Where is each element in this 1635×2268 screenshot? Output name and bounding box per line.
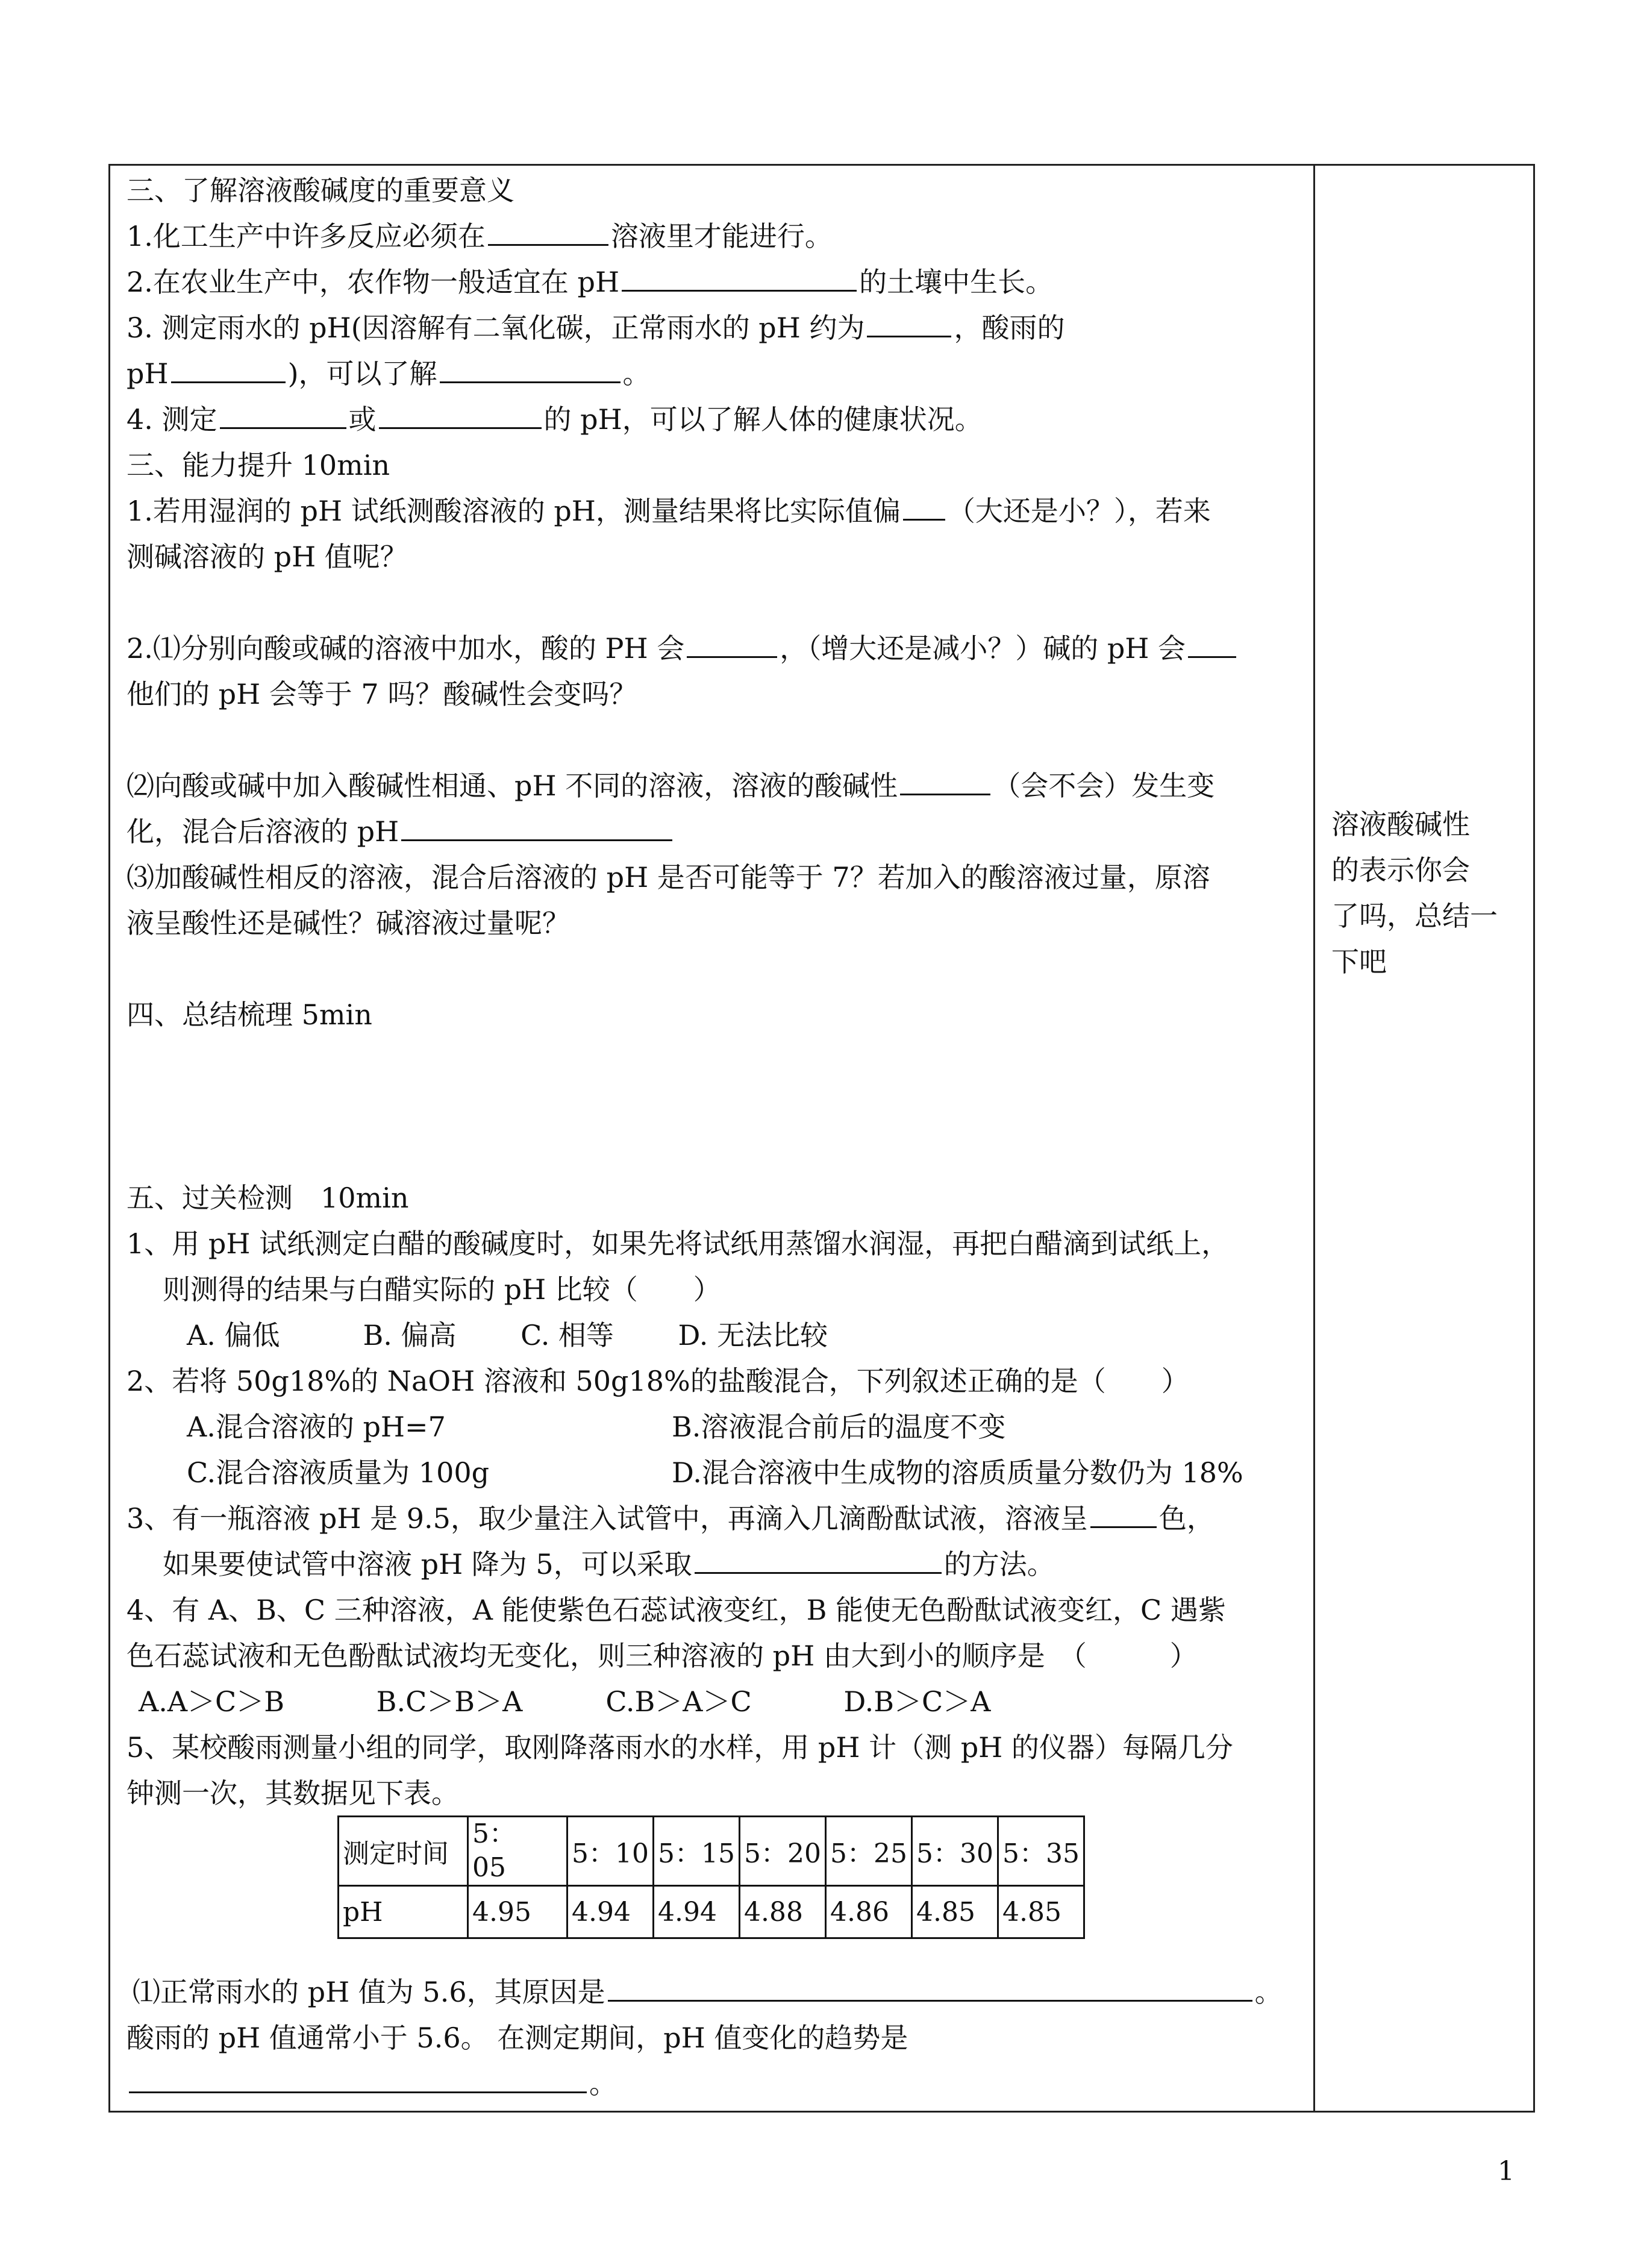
table-row bbox=[339, 1817, 1084, 1886]
q-same-acidity: ⑵向酸或碱中加入酸碱性相通、pH 不同的溶液，溶液的酸碱性 （会不会）发生变 bbox=[127, 763, 1215, 809]
test-q3: 3、有一瓶溶液 pH 是 9.5，取少量注入试管中，再滴入几滴酚酞试液，溶液呈 色， bbox=[127, 1496, 1215, 1541]
test-q5-cont: 钟测一次，其数据见下表。 bbox=[127, 1777, 459, 1809]
test-q2-option-a: A.混合溶液的 pH=7 bbox=[187, 1411, 446, 1443]
side-note bbox=[1331, 801, 1524, 985]
table-header-cell: 5：30 bbox=[912, 1817, 998, 1886]
test-q1-cont: 则测得的结果与白醋实际的 pH 比较（ ） bbox=[163, 1273, 721, 1306]
q-add-water: 2.⑴分别向酸或碱的溶液中加水，酸的 PH 会 ，（增大还是减小？）碱的 pH 会 bbox=[127, 625, 1239, 671]
table-header-cell: 测定时间 bbox=[339, 1817, 468, 1886]
ability-heading: 三、能力提升 10min bbox=[127, 449, 390, 481]
answer-blank bbox=[1188, 630, 1236, 658]
summary-heading: 四、总结梳理 5min bbox=[127, 998, 372, 1031]
column-divider bbox=[1313, 164, 1315, 2113]
q-same-acidity-cont: 化，混合后溶液的 pH bbox=[127, 809, 675, 854]
table-header-cell: 5：15 bbox=[654, 1817, 740, 1886]
test-q2-option-c: C.混合溶液质量为 100g bbox=[187, 1456, 490, 1489]
table-cell: 4.85 bbox=[998, 1886, 1084, 1938]
test-q2: 2、若将 50g18%的 NaOH 溶液和 50g18%的盐酸混合，下列叙述正确的是（ ） bbox=[127, 1365, 1189, 1397]
test-q5: 5、某校酸雨测量小组的同学，取刚降落雨水的水样，用 pH 计（测 pH 的仪器）每隔几分 bbox=[127, 1731, 1233, 1764]
answer-blank bbox=[129, 2065, 587, 2093]
q-rain-ph: 3. 测定雨水的 pH(因溶解有二氧化碳，正常雨水的 pH 约为 ，酸雨的 bbox=[127, 305, 1064, 351]
test-heading: 五、过关检测 10min bbox=[127, 1182, 409, 1214]
table-cell: 4.94 bbox=[654, 1886, 740, 1938]
q-opposite-acidity-cont: 液呈酸性还是碱性？碱溶液过量呢？ bbox=[127, 907, 570, 939]
test-q2-option-d: D.混合溶液中生成物的溶质质量分数仍为 18% bbox=[672, 1456, 1243, 1489]
test-q5-sub1: ⑴正常雨水的 pH 值为 5.6，其原因是 。 bbox=[133, 1969, 1283, 2015]
answer-blank bbox=[622, 263, 857, 292]
answer-blank bbox=[171, 355, 286, 383]
table-row bbox=[339, 1886, 1084, 1938]
table-cell: 4.95 bbox=[468, 1886, 567, 1938]
test-q2-option-b: B.溶液混合前后的温度不变 bbox=[672, 1411, 1006, 1443]
table-cell: 4.88 bbox=[740, 1886, 826, 1938]
side-note-line: 溶液酸碱性 bbox=[1331, 808, 1470, 841]
q-rain-ph-cont: pH )，可以了解 。 bbox=[127, 351, 651, 396]
test-q4: 4、有 A、B、C 三种溶液，A 能使紫色石蕊试液变红，B 能使无色酚酞试液变红，C 遇紫 bbox=[127, 1594, 1226, 1626]
answer-blank bbox=[900, 767, 990, 795]
table-header-cell: 5：10 bbox=[567, 1817, 654, 1886]
q-agriculture: 2.在农业生产中，农作物一般适宜在 pH 的土壤中生长。 bbox=[127, 259, 1053, 305]
q-add-water-cont: 他们的 pH 会等于 7 吗？酸碱性会变吗？ bbox=[127, 678, 637, 710]
q-body-health: 4. 测定 或 的 pH，可以了解人体的健康状况。 bbox=[127, 396, 983, 442]
test-q1: 1、用 pH 试纸测定白醋的酸碱度时，如果先将试纸用蒸馏水润湿，再把白醋滴到试纸上， bbox=[127, 1227, 1230, 1260]
answer-blank bbox=[1090, 1500, 1157, 1528]
test-q3-cont: 如果要使试管中溶液 pH 降为 5，可以采取 的方法。 bbox=[163, 1541, 1055, 1587]
q-wet-paper: 1.若用湿润的 pH 试纸测酸溶液的 pH，测量结果将比实际值偏 （大还是小？），若来 bbox=[127, 488, 1211, 534]
table-cell: 4.94 bbox=[567, 1886, 654, 1938]
table-header-cell: 5：20 bbox=[740, 1817, 826, 1886]
table-header-cell: 5： 05 bbox=[468, 1817, 567, 1886]
table-header-cell: 5：25 bbox=[826, 1817, 912, 1886]
answer-blank bbox=[401, 813, 672, 841]
answer-blank bbox=[608, 1973, 1252, 2002]
table-cell: 4.86 bbox=[826, 1886, 912, 1938]
answer-blank bbox=[440, 355, 621, 383]
section3-heading: 三、了解溶液酸碱度的重要意义 bbox=[127, 174, 514, 207]
test-q5-sub2: 酸雨的 pH 值通常小于 5.6。 在测定期间，pH 值变化的趋势是 bbox=[127, 2022, 908, 2054]
test-q4-cont: 色石蕊试液和无色酚酞试液均无变化，则三种溶液的 pH 由大到小的顺序是 （ ） bbox=[127, 1640, 1198, 1672]
answer-blank bbox=[379, 401, 542, 429]
answer-blank bbox=[687, 630, 777, 658]
table-cell: pH bbox=[339, 1886, 468, 1938]
answer-blank bbox=[903, 492, 945, 521]
answer-blank bbox=[488, 218, 608, 246]
answer-blank bbox=[867, 309, 951, 337]
q-opposite-acidity: ⑶加酸碱性相反的溶液，混合后溶液的 pH 是否可能等于 7？若加入的酸溶液过量，原溶 bbox=[127, 861, 1210, 894]
q-chem-production: 1.化工生产中许多反应必须在 溶液里才能进行。 bbox=[127, 213, 833, 259]
test-q5-sub2-cont: 。 bbox=[127, 2061, 617, 2107]
side-note-line: 了吗，总结一 bbox=[1331, 900, 1498, 932]
table-cell: 4.85 bbox=[912, 1886, 998, 1938]
q-wet-paper-cont: 测碱溶液的 pH 值呢？ bbox=[127, 540, 408, 573]
page-number: 1 bbox=[1498, 2156, 1515, 2187]
answer-blank bbox=[695, 1546, 942, 1574]
side-note-line: 的表示你会 bbox=[1331, 854, 1470, 886]
ph-data-table bbox=[337, 1815, 1085, 1939]
side-note-line: 下吧 bbox=[1331, 945, 1387, 978]
test-q4-options: A.A＞C＞B B.C＞B＞A C.B＞A＞C D.B＞C＞A bbox=[139, 1685, 991, 1718]
answer-blank bbox=[220, 401, 346, 429]
test-q1-options: A. 偏低 B. 偏高 C. 相等 D. 无法比较 bbox=[187, 1319, 828, 1352]
table-header-cell: 5：35 bbox=[998, 1817, 1084, 1886]
